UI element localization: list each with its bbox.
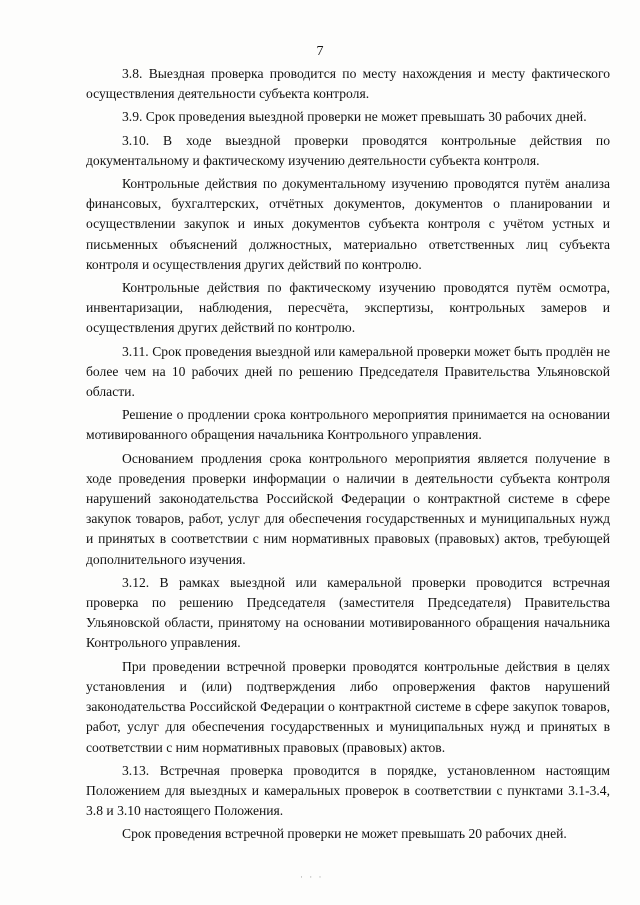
- paragraph-3-13: 3.13. Встречная проверка проводится в порядке, установленном настоящим Положением для выездных и камеральных проверок в соответствии с пунктами 3.1-3.4, 3.8 и 3.10 настоящего Положения.: [86, 762, 610, 819]
- paragraph-3-8: 3.8. Выездная проверка проводится по месту нахождения и месту фактического осуществления деятельности субъекта контроля.: [86, 66, 610, 102]
- paragraph-documentary-study: Контрольные действия по документальному изучению проводятся путём анализа финансовых, бухгалтерских, отчётных документов, документов о планировании и осуществлении закупок и иных документов субъекта контроля с учётом устных и письменных объяснений должностных, материально ответственных лиц субъекта контроля и осуществления других действий по контролю.: [86, 176, 610, 272]
- paragraph-counter-check-actions: При проведении встречной проверки проводятся контрольные действия в целях установления и (или) подтверждения либо опровержения фактов нарушений законодательства Российской Федерации о контрактной системе в сфере закупок товаров, работ, услуг для обеспечения государственных и муниципальных нужд и принятых в соответствии с ним нормативных правовых (правовых) актов.: [86, 658, 610, 755]
- paragraph-factual-study: Контрольные действия по фактическому изучению проводятся путём осмотра, инвентаризации, наблюдения, пересчёта, экспертизы, контрольных замеров и осуществления других действий по контролю.: [86, 280, 610, 336]
- page-number: 7: [316, 44, 324, 59]
- scan-specks: · · ·: [300, 872, 324, 882]
- paragraph-extension-grounds: Основанием продления срока контрольного мероприятия является получение в ходе проведения проверки информации о наличии в деятельности субъекта контроля нарушений законодательства Российской Федерации о контрактной системе в сфере закупок товаров, работ, услуг для обеспечения государственных и муниципальных нужд и принятых в соответствии с ним нормативных правовых (правовых) актов, требующей дополнительного изучения.: [86, 450, 610, 567]
- document-body: [86, 64, 610, 848]
- paragraph-3-11: 3.11. Срок проведения выездной или камеральной проверки может быть продлён не более чем на 10 рабочих дней по решению Председателя Правительства Ульяновской области.: [86, 343, 610, 400]
- paragraph-counter-check-term: Срок проведения встречной проверки не может превышать 20 рабочих дней.: [122, 826, 567, 842]
- paragraph-3-10: 3.10. В ходе выездной проверки проводятся контрольные действия по документальному и фактическому изучению деятельности субъекта контроля.: [86, 132, 610, 168]
- paragraph-3-9: 3.9. Срок проведения выездной проверки не может превышать 30 рабочих дней.: [122, 109, 587, 125]
- paragraph-extension-decision: Решение о продлении срока контрольного мероприятия принимается на основании мотивированного обращения начальника Контрольного управления.: [86, 407, 610, 443]
- paragraph-3-12: 3.12. В рамках выездной или камеральной проверки проводится встречная проверка по решению Председателя (заместителя Председателя) Правительства Ульяновской области, принятому на основании мотивированного обращения начальника Контрольного управления.: [86, 574, 610, 651]
